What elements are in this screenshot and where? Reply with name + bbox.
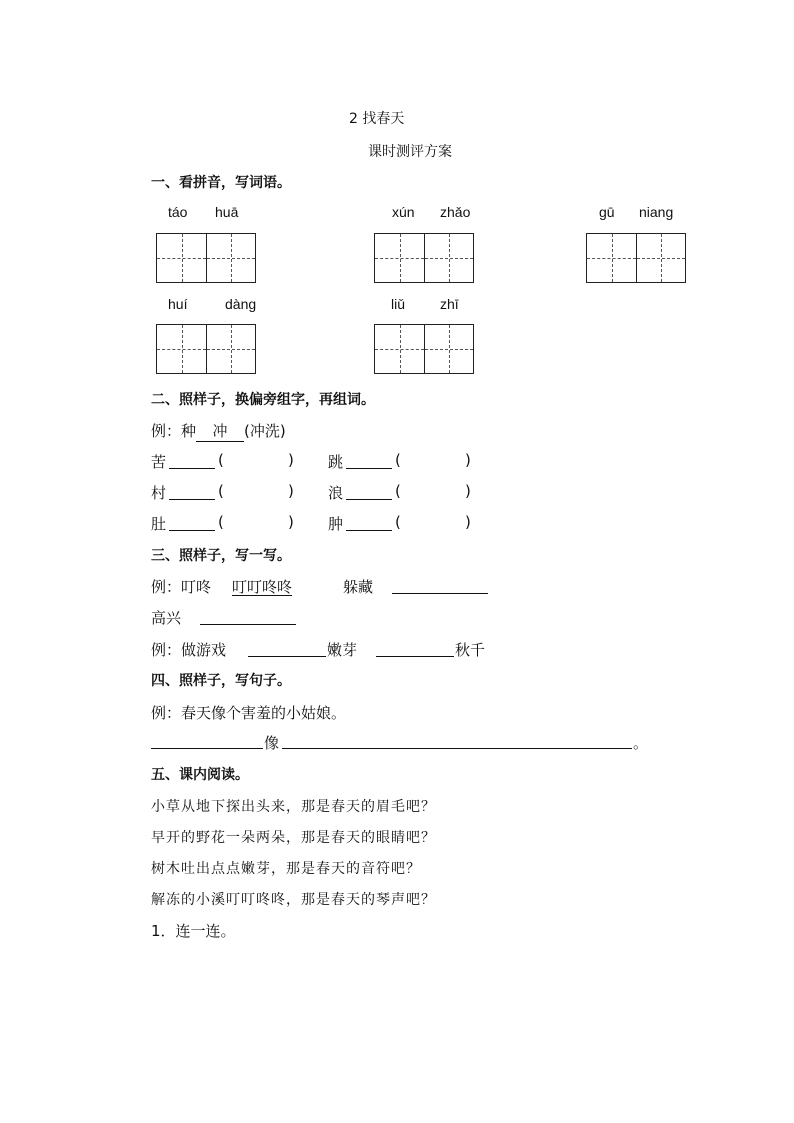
example-prefix: 例：做游戏 — [151, 641, 227, 659]
writing-grid[interactable] — [156, 324, 256, 374]
connector-word: 像 — [264, 734, 280, 752]
paren-open: ( — [218, 451, 224, 469]
page-title: 2 找春天 — [349, 111, 405, 127]
paren-open: ( — [218, 513, 224, 531]
example-prefix: 例：种 — [151, 422, 197, 440]
answer-blank[interactable] — [392, 593, 488, 594]
answer-blank[interactable] — [151, 748, 263, 749]
left-char: 村 — [151, 484, 167, 502]
pinyin: huā — [215, 204, 239, 220]
example-answer: 叮叮咚咚 — [232, 578, 293, 596]
pinyin: zhǎo — [440, 204, 471, 220]
paren-close: ) — [465, 451, 471, 469]
reading-line: 树木吐出点点嫩芽，那是春天的音符吧？ — [151, 861, 421, 877]
example-sentence: 例：春天像个害羞的小姑娘。 — [151, 704, 347, 722]
left-char: 肚 — [151, 515, 167, 533]
paren-open: ( — [395, 482, 401, 500]
writing-grid[interactable] — [586, 233, 686, 283]
word: 秋千 — [455, 641, 486, 659]
reading-line: 早开的野花一朵两朵，那是春天的眼睛吧？ — [151, 830, 436, 846]
question-1: 1．连一连。 — [151, 922, 236, 940]
right-char: 肿 — [328, 515, 344, 533]
word: 躲藏 — [343, 578, 374, 596]
paren-open: ( — [218, 482, 224, 500]
paren-close: ) — [465, 482, 471, 500]
paren-close: ) — [465, 513, 471, 531]
example-word: (冲洗) — [244, 422, 286, 440]
answer-blank[interactable] — [200, 624, 296, 625]
example-answer: 冲 — [196, 420, 244, 442]
answer-blank[interactable] — [376, 656, 454, 657]
pinyin: xún — [392, 204, 415, 220]
example-line — [151, 420, 286, 442]
pinyin: gū — [599, 204, 615, 220]
answer-blank[interactable] — [169, 468, 215, 469]
pinyin: liǔ — [391, 296, 406, 312]
writing-grid[interactable] — [374, 233, 474, 283]
paren-open: ( — [395, 513, 401, 531]
pinyin: niang — [639, 204, 674, 220]
pinyin: dàng — [225, 296, 257, 312]
paren-close: ) — [288, 451, 294, 469]
reading-line: 解冻的小溪叮叮咚咚，那是春天的琴声吧？ — [151, 892, 436, 908]
answer-blank[interactable] — [282, 748, 632, 749]
pinyin: zhī — [440, 296, 459, 312]
section-5-heading: 五、课内阅读。 — [151, 767, 249, 783]
answer-blank[interactable] — [346, 499, 392, 500]
word: 嫩芽 — [327, 641, 358, 659]
pinyin: táo — [168, 204, 188, 220]
section-1-heading: 一、看拼音，写词语。 — [151, 175, 291, 191]
section-4-heading: 四、照样子，写句子。 — [151, 673, 291, 689]
paren-open: ( — [395, 451, 401, 469]
answer-blank[interactable] — [346, 468, 392, 469]
right-char: 跳 — [328, 453, 344, 471]
word: 高兴 — [151, 609, 182, 627]
section-2-heading: 二、照样子，换偏旁组字，再组词。 — [151, 392, 375, 408]
page-subtitle: 课时测评方案 — [368, 144, 452, 160]
right-char: 浪 — [328, 484, 344, 502]
left-char: 苦 — [151, 453, 167, 471]
pinyin: huí — [168, 296, 188, 312]
reading-line: 小草从地下探出头来，那是春天的眉毛吧？ — [151, 799, 436, 815]
paren-close: ) — [288, 482, 294, 500]
answer-blank[interactable] — [346, 530, 392, 531]
paren-close: ) — [288, 513, 294, 531]
answer-blank[interactable] — [169, 530, 215, 531]
example-prefix: 例：叮咚 — [151, 578, 212, 596]
answer-blank[interactable] — [248, 656, 326, 657]
writing-grid[interactable] — [374, 324, 474, 374]
period: 。 — [633, 734, 649, 752]
section-3-heading: 三、照样子，写一写。 — [151, 548, 291, 564]
writing-grid[interactable] — [156, 233, 256, 283]
answer-blank[interactable] — [169, 499, 215, 500]
